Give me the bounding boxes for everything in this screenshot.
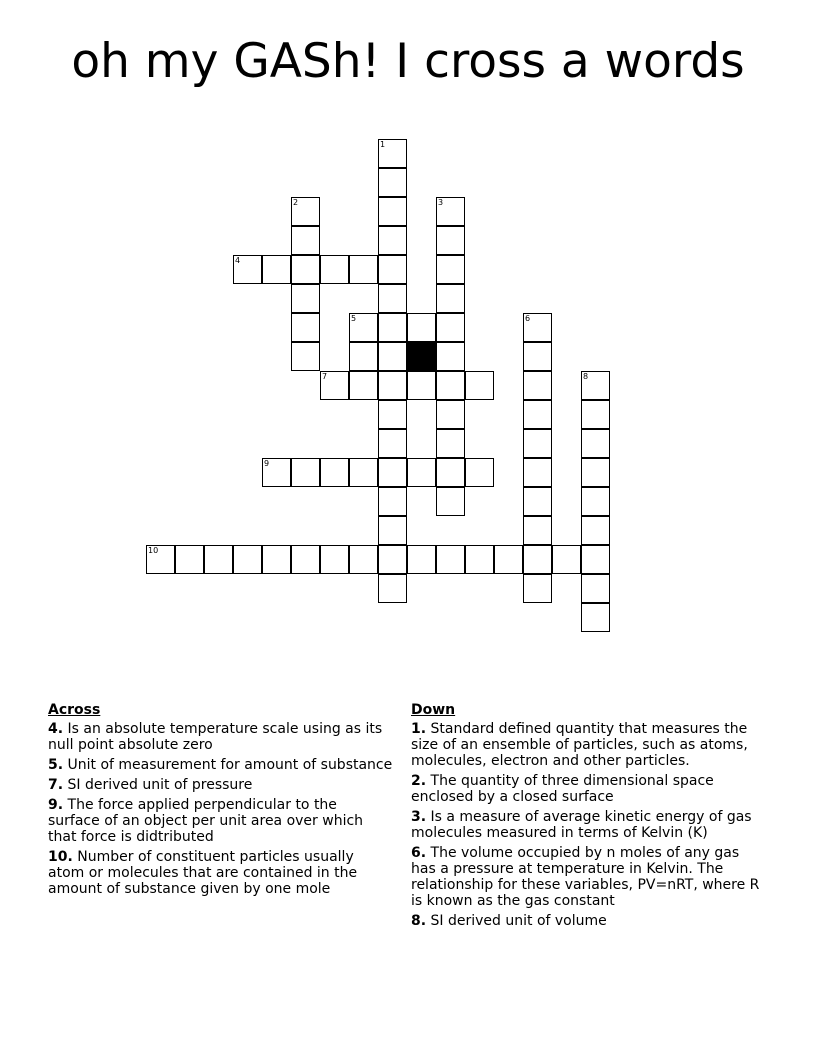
grid-cell[interactable] — [262, 458, 291, 487]
grid-cell[interactable] — [436, 400, 465, 429]
grid-cell[interactable] — [436, 545, 465, 574]
clue-text: SI derived unit of pressure — [67, 777, 253, 793]
grid-cell[interactable] — [523, 429, 552, 458]
grid-cell[interactable] — [378, 197, 407, 226]
down-clues — [411, 702, 763, 933]
grid-cell[interactable] — [204, 545, 233, 574]
grid-cell[interactable] — [349, 342, 378, 371]
clue-text: Unit of measurement for amount of substance — [67, 757, 393, 773]
grid-cell[interactable] — [262, 545, 291, 574]
clue-text: The force applied perpendicular to the surface of an object per unit area over which that force is didtributed — [48, 797, 364, 845]
page-title: oh my GASh! I cross a words — [71, 34, 745, 89]
grid-cell[interactable] — [581, 371, 610, 400]
grid-cell[interactable] — [436, 458, 465, 487]
grid-cell[interactable] — [291, 342, 320, 371]
clue-number: 9. — [48, 797, 64, 813]
grid-cell[interactable] — [523, 313, 552, 342]
grid-cell[interactable] — [378, 255, 407, 284]
clue-text: SI derived unit of volume — [430, 913, 607, 929]
grid-cell[interactable] — [349, 255, 378, 284]
grid-cell[interactable] — [378, 574, 407, 603]
grid-cell[interactable] — [175, 545, 204, 574]
grid-cell[interactable] — [436, 197, 465, 226]
grid-cell[interactable] — [523, 487, 552, 516]
clue-down-8 — [411, 913, 763, 929]
clue-down-3 — [411, 809, 763, 841]
grid-cell[interactable] — [349, 313, 378, 342]
grid-cell[interactable] — [378, 284, 407, 313]
grid-cell[interactable] — [523, 400, 552, 429]
clue-number-label: 6 — [525, 314, 531, 323]
grid-cell[interactable] — [349, 371, 378, 400]
clue-number: 5. — [48, 757, 64, 773]
down-heading: Down — [411, 702, 456, 718]
clue-number-label: 1 — [380, 140, 386, 149]
clue-text: The quantity of three dimensional space enclosed by a closed surface — [411, 773, 714, 805]
clue-number: 2. — [411, 773, 427, 789]
grid-cell[interactable] — [523, 458, 552, 487]
grid-cell[interactable] — [320, 545, 349, 574]
grid-cell[interactable] — [378, 342, 407, 371]
clue-across-9 — [48, 797, 393, 845]
grid-cell[interactable] — [581, 487, 610, 516]
grid-cell[interactable] — [523, 545, 552, 574]
clue-number: 7. — [48, 777, 64, 793]
clue-number-label: 4 — [235, 256, 241, 265]
clue-number-label: 5 — [351, 314, 357, 323]
grid-cell[interactable] — [407, 458, 436, 487]
grid-cell[interactable] — [407, 313, 436, 342]
clue-number: 3. — [411, 809, 427, 825]
grid-cell[interactable] — [407, 545, 436, 574]
clue-text: Is a measure of average kinetic energy of gas molecules measured in terms of Kelvin (K) — [411, 809, 752, 841]
grid-cell[interactable] — [581, 429, 610, 458]
clue-down-6 — [411, 845, 763, 909]
clue-text: Number of constituent particles usually atom or molecules that are contained in the amount of substance given by one mole — [48, 849, 358, 897]
grid-cell[interactable] — [291, 313, 320, 342]
clue-number-label: 7 — [322, 372, 328, 381]
grid-cell[interactable] — [436, 255, 465, 284]
grid-cell[interactable] — [436, 342, 465, 371]
grid-cell[interactable] — [146, 545, 175, 574]
grid-cell[interactable] — [436, 429, 465, 458]
across-clues — [48, 702, 393, 901]
grid-cell[interactable] — [320, 255, 349, 284]
clue-number-label: 8 — [583, 372, 589, 381]
grid-cell[interactable] — [291, 284, 320, 313]
grid-cell[interactable] — [291, 255, 320, 284]
grid-cell[interactable] — [581, 574, 610, 603]
grid-cell[interactable] — [233, 545, 262, 574]
grid-cell[interactable] — [291, 197, 320, 226]
grid-cell[interactable] — [378, 371, 407, 400]
clue-number-label: 2 — [293, 198, 299, 207]
clue-number: 8. — [411, 913, 427, 929]
grid-cell[interactable] — [523, 574, 552, 603]
grid-cell[interactable] — [436, 371, 465, 400]
clue-number: 10. — [48, 849, 73, 865]
grid-cell[interactable] — [436, 487, 465, 516]
grid-cell[interactable] — [465, 458, 494, 487]
grid-cell[interactable] — [581, 458, 610, 487]
clue-across-4 — [48, 721, 393, 753]
grid-cell[interactable] — [523, 516, 552, 545]
grid-cell[interactable] — [523, 371, 552, 400]
clue-text: Is an absolute temperature scale using as its null point absolute zero — [48, 721, 383, 753]
clue-down-2 — [411, 773, 763, 805]
clue-number-label: 10 — [148, 546, 159, 555]
clue-text: Standard defined quantity that measures the size of an ensemble of particles, such as atoms, molecules, electron and other particles. — [411, 721, 748, 769]
grid-cell[interactable] — [436, 226, 465, 255]
grid-cell[interactable] — [320, 458, 349, 487]
grid-cell[interactable] — [552, 545, 581, 574]
clue-number-label: 9 — [264, 459, 270, 468]
grid-cell[interactable] — [378, 429, 407, 458]
grid-cell[interactable] — [378, 516, 407, 545]
clue-across-7 — [48, 777, 393, 793]
grid-cell[interactable] — [378, 168, 407, 197]
clue-down-1 — [411, 721, 763, 769]
grid-cell[interactable] — [378, 545, 407, 574]
clue-number-label: 3 — [438, 198, 444, 207]
grid-cell[interactable] — [378, 458, 407, 487]
grid-cell[interactable] — [407, 371, 436, 400]
grid-cell[interactable] — [378, 400, 407, 429]
grid-cell[interactable] — [262, 255, 291, 284]
clue-across-5 — [48, 757, 393, 773]
grid-cell[interactable] — [465, 371, 494, 400]
grid-cell[interactable] — [581, 545, 610, 574]
grid-cell[interactable] — [320, 371, 349, 400]
grid-cell[interactable] — [378, 313, 407, 342]
grid-cell[interactable] — [436, 284, 465, 313]
clue-text: The volume occupied by n moles of any gas has a pressure at temperature in Kelvin. The relationship for these variables, PV=nRT, where R is known as the gas constant — [411, 845, 760, 909]
grid-cell[interactable] — [349, 458, 378, 487]
grid-cell[interactable] — [378, 226, 407, 255]
clue-number: 6. — [411, 845, 427, 861]
grid-cell[interactable] — [291, 545, 320, 574]
grid-cell[interactable] — [378, 139, 407, 168]
grid-cell[interactable] — [291, 458, 320, 487]
grid-cell[interactable] — [581, 400, 610, 429]
clue-number: 1. — [411, 721, 427, 737]
grid-cell[interactable] — [581, 603, 610, 632]
grid-cell[interactable] — [233, 255, 262, 284]
grid-cell[interactable] — [494, 545, 523, 574]
grid-cell[interactable] — [291, 226, 320, 255]
clue-across-10 — [48, 849, 393, 897]
grid-cell[interactable] — [523, 342, 552, 371]
grid-cell[interactable] — [349, 545, 378, 574]
grid-block-cell — [407, 342, 436, 371]
clue-number: 4. — [48, 721, 64, 737]
grid-cell[interactable] — [581, 516, 610, 545]
grid-cell[interactable] — [436, 313, 465, 342]
grid-cell[interactable] — [465, 545, 494, 574]
grid-cell[interactable] — [378, 487, 407, 516]
across-heading: Across — [48, 702, 101, 718]
